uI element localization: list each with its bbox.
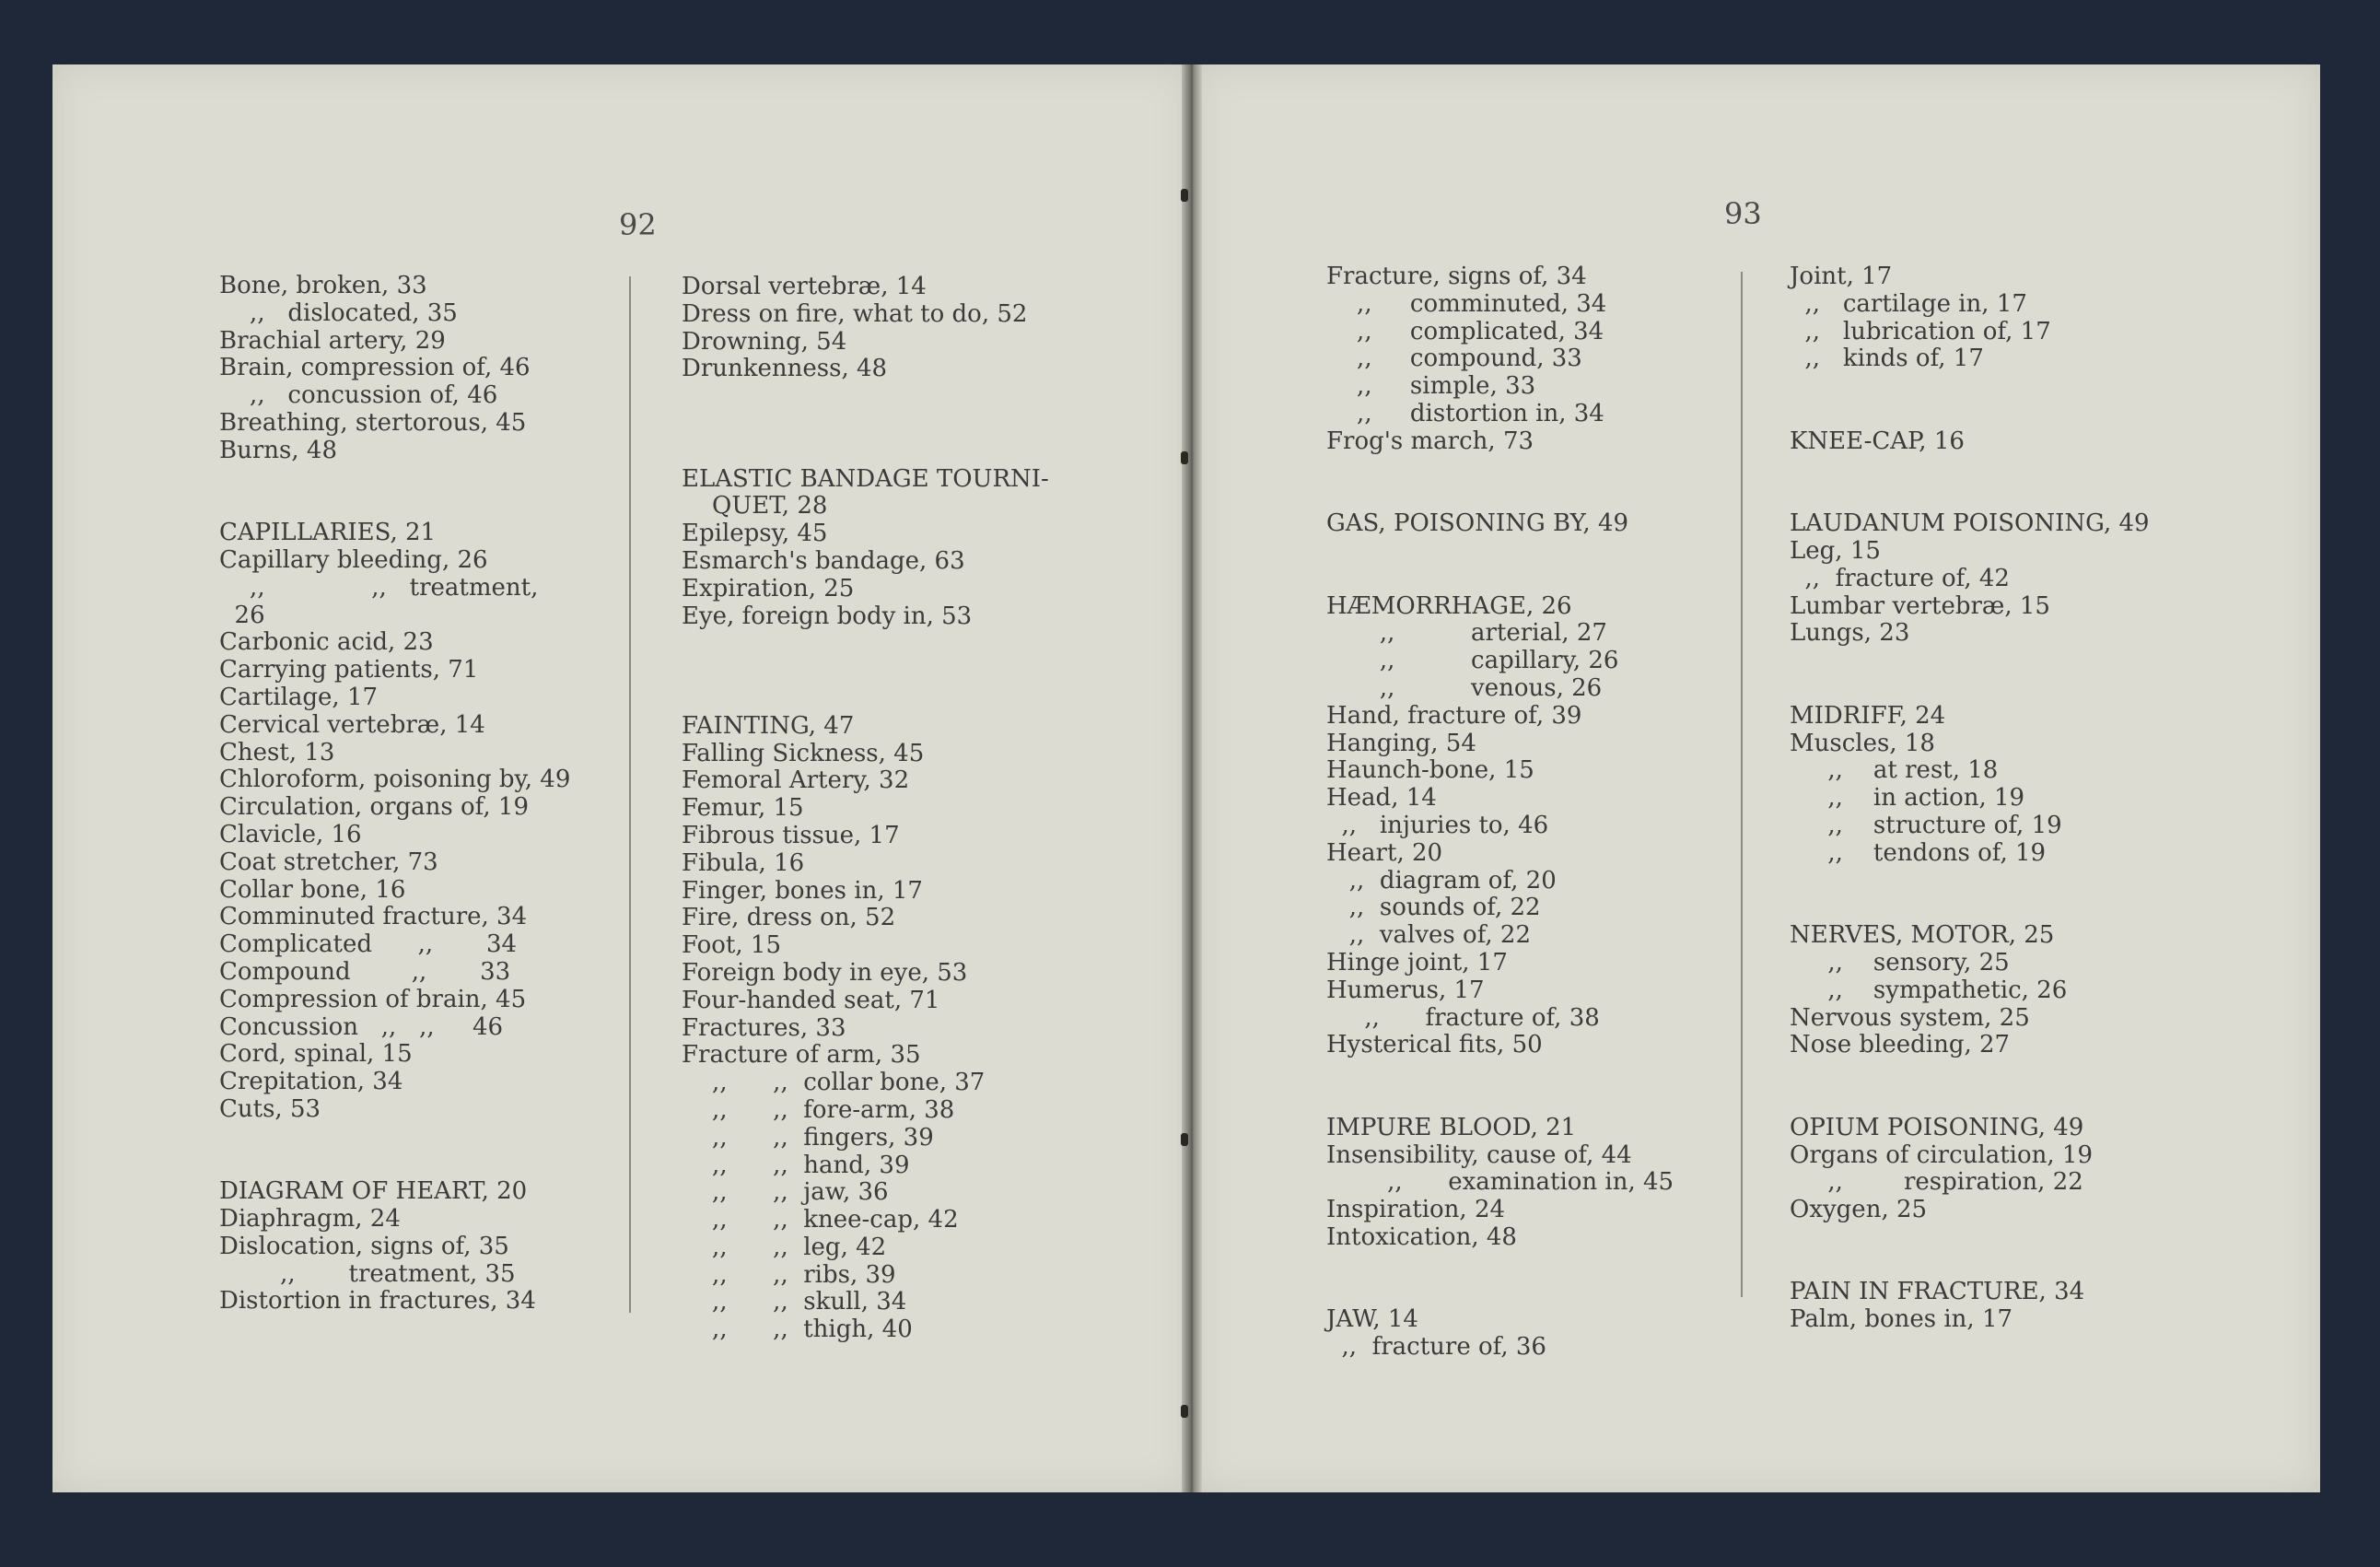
index-entry: QUET, 28 — [682, 492, 828, 520]
index-entry: ,, arterial, 27 — [1326, 619, 1607, 648]
index-entry: ,, ,, fore-arm, 38 — [682, 1095, 955, 1124]
index-entry: ,, capillary, 26 — [1326, 647, 1619, 675]
index-entry: Cuts, 53 — [219, 1094, 321, 1123]
index-entry: ,, injuries to, 46 — [1326, 811, 1549, 839]
index-entry: Brain, compression of, 46 — [219, 354, 531, 382]
index-entry: ELASTIC BANDAGE TOURNI- — [682, 464, 1049, 493]
index-entry: DIAGRAM OF HEART, 20 — [219, 1177, 528, 1206]
index-entry: ,, simple, 33 — [1326, 372, 1536, 401]
spacer — [1326, 483, 1674, 510]
index-entry: Cervical vertebræ, 14 — [219, 710, 485, 739]
spacer — [682, 658, 1049, 685]
index-entry: Hysterical fits, 50 — [1326, 1031, 1543, 1059]
index-entry: ,, sympathetic, 26 — [1790, 976, 2068, 1004]
column-divider-left — [629, 276, 631, 1313]
index-entry: Dislocation, signs of, 35 — [219, 1232, 509, 1260]
index-entry: Leg, 15 — [1790, 536, 1881, 565]
index-entry: CAPILLARIES, 21 — [219, 519, 437, 547]
spacer — [1790, 1059, 2150, 1087]
spacer — [1790, 1224, 2150, 1252]
index-entry: ,, tendons of, 19 — [1790, 838, 2047, 867]
index-entry: ,, distortion in, 34 — [1326, 399, 1604, 427]
index-entry: ,, cartilage in, 17 — [1790, 289, 2027, 318]
index-entry: Cord, spinal, 15 — [219, 1040, 413, 1069]
index-entry: Falling Sickness, 45 — [682, 739, 925, 767]
binding-stitch-mark — [1181, 189, 1188, 202]
index-entry: Carbonic acid, 23 — [219, 628, 434, 657]
index-column-right-2 — [1790, 263, 2150, 1334]
index-entry: ,, compound, 33 — [1326, 345, 1582, 373]
index-entry: ,, kinds of, 17 — [1790, 345, 1984, 373]
index-entry: Coat stretcher, 73 — [219, 848, 438, 876]
spacer — [1326, 1252, 1674, 1280]
index-entry: Fibrous tissue, 17 — [682, 821, 900, 849]
index-entry: ,, treatment, 35 — [219, 1259, 516, 1288]
index-entry: Fibula, 16 — [682, 848, 805, 877]
binding-stitch-mark — [1181, 1405, 1188, 1418]
index-entry: Hand, fracture of, 39 — [1326, 701, 1582, 730]
index-entry: ,, sounds of, 22 — [1326, 894, 1541, 922]
spacer — [682, 439, 1049, 466]
index-entry: OPIUM POISONING, 49 — [1790, 1113, 2084, 1141]
index-entry: Drowning, 54 — [682, 327, 847, 356]
index-entry: ,, fracture of, 42 — [1790, 564, 2010, 592]
index-entry: Chest, 13 — [219, 738, 335, 766]
index-entry: ,, venous, 26 — [1326, 673, 1603, 702]
index-entry: Frog's march, 73 — [1326, 427, 1534, 455]
index-entry: Nervous system, 25 — [1790, 1003, 2030, 1032]
index-entry: Palm, bones in, 17 — [1790, 1305, 2013, 1334]
index-entry: ,, fracture of, 36 — [1326, 1333, 1546, 1362]
book-gutter — [1182, 64, 1202, 1492]
index-entry: ,, dislocated, 35 — [219, 298, 458, 327]
spacer — [1326, 1087, 1674, 1115]
index-entry: Compression of brain, 45 — [219, 985, 527, 1013]
index-entry: Humerus, 17 — [1326, 976, 1485, 1004]
index-entry: Diaphragm, 24 — [219, 1205, 401, 1234]
index-entry: PAIN IN FRACTURE, 34 — [1790, 1278, 2085, 1306]
index-entry: Expiration, 25 — [682, 574, 855, 602]
binding-stitch-mark — [1181, 1133, 1188, 1146]
index-entry: Brachial artery, 29 — [219, 326, 446, 355]
index-entry: IMPURE BLOOD, 21 — [1326, 1113, 1577, 1141]
index-entry: Fracture of arm, 35 — [682, 1041, 921, 1070]
index-entry: Drunkenness, 48 — [682, 355, 888, 383]
index-entry: ,, ,, treatment, — [219, 573, 539, 602]
index-entry: Bone, broken, 33 — [219, 272, 427, 299]
index-entry: Insensibility, cause of, 44 — [1326, 1140, 1632, 1169]
index-entry: Burns, 48 — [219, 436, 337, 464]
index-entry: Complicated ,, 34 — [219, 930, 518, 959]
spacer — [1790, 456, 2150, 484]
index-entry: ,, examination in, 45 — [1326, 1168, 1674, 1197]
index-entry: ,, sensory, 25 — [1790, 948, 2010, 976]
index-entry: Dress on fire, what to do, 52 — [682, 299, 1028, 328]
column-divider-right — [1741, 272, 1743, 1297]
index-entry: Femoral Artery, 32 — [682, 766, 910, 795]
index-entry: ,, ,, hand, 39 — [682, 1151, 910, 1179]
index-entry: ,, ,, collar bone, 37 — [682, 1069, 986, 1097]
index-entry: FAINTING, 47 — [682, 711, 855, 740]
index-entry: Fractures, 33 — [682, 1013, 846, 1042]
index-entry: Foot, 15 — [682, 931, 781, 960]
index-entry: Breathing, stertorous, 45 — [219, 408, 527, 437]
index-entry: Organs of circulation, 19 — [1790, 1140, 2093, 1169]
index-entry: ,, ,, skull, 34 — [682, 1288, 907, 1316]
index-entry: Inspiration, 24 — [1326, 1196, 1506, 1224]
spacer — [1326, 566, 1674, 593]
spacer — [1326, 456, 1674, 484]
index-entry: Joint, 17 — [1790, 263, 1893, 290]
index-entry: Nose bleeding, 27 — [1790, 1031, 2011, 1059]
index-entry: 26 — [219, 601, 265, 629]
index-entry: Clavicle, 16 — [219, 820, 362, 848]
index-entry: Eye, foreign body in, 53 — [682, 602, 973, 630]
index-entry: Foreign body in eye, 53 — [682, 958, 968, 987]
index-entry: ,, at rest, 18 — [1790, 756, 1999, 785]
spacer — [1790, 648, 2150, 675]
index-entry: ,, concussion of, 46 — [219, 381, 498, 410]
index-entry: ,, structure of, 19 — [1790, 811, 2062, 839]
index-entry: GAS, POISONING BY, 49 — [1326, 509, 1629, 538]
index-entry: Collar bone, 16 — [219, 875, 406, 904]
index-entry: ,, respiration, 22 — [1790, 1168, 2083, 1197]
spacer — [1790, 1252, 2150, 1280]
spacer — [682, 685, 1049, 713]
index-entry: HÆMORRHAGE, 26 — [1326, 591, 1572, 620]
index-entry: Intoxication, 48 — [1326, 1222, 1517, 1251]
index-entry: ,, ,, ribs, 39 — [682, 1260, 896, 1289]
index-entry: LAUDANUM POISONING, 49 — [1790, 509, 2150, 538]
index-entry: Oxygen, 25 — [1790, 1196, 1928, 1224]
spacer — [1790, 675, 2150, 703]
binding-stitch-mark — [1181, 451, 1188, 464]
spacer — [1790, 895, 2150, 922]
index-entry: JAW, 14 — [1326, 1305, 1418, 1334]
index-column-left-1 — [219, 273, 570, 1316]
spacer — [1326, 1059, 1674, 1087]
index-entry: ,, fracture of, 38 — [1326, 1003, 1600, 1032]
spacer — [682, 383, 1049, 411]
spacer — [1790, 401, 2150, 428]
index-entry: Hanging, 54 — [1326, 729, 1476, 757]
index-entry: ,, ,, jaw, 36 — [682, 1178, 889, 1207]
index-entry: Chloroform, poisoning by, 49 — [219, 766, 571, 794]
spacer — [1326, 538, 1674, 566]
index-entry: ,, ,, knee-cap, 42 — [682, 1206, 959, 1234]
index-entry: ,, ,, leg, 42 — [682, 1233, 887, 1261]
index-entry: Compound ,, 33 — [219, 957, 511, 986]
index-entry: Heart, 20 — [1326, 838, 1443, 867]
index-entry: NERVES, MOTOR, 25 — [1790, 921, 2055, 950]
index-entry: Haunch-bone, 15 — [1326, 756, 1534, 785]
index-entry: Lungs, 23 — [1790, 619, 1910, 648]
index-entry: Lumbar vertebræ, 15 — [1790, 591, 2050, 620]
index-entry: ,, complicated, 34 — [1326, 317, 1604, 345]
index-entry: Finger, bones in, 17 — [682, 876, 923, 905]
index-entry: ,, valves of, 22 — [1326, 921, 1532, 950]
index-entry: Distortion in fractures, 34 — [219, 1287, 536, 1316]
spacer — [1790, 483, 2150, 510]
spacer — [219, 1124, 570, 1152]
index-entry: Muscles, 18 — [1790, 729, 1935, 757]
spacer — [219, 492, 570, 520]
index-entry: Capillary bleeding, 26 — [219, 545, 488, 574]
spacer — [219, 1152, 570, 1179]
index-entry: Dorsal vertebræ, 14 — [682, 273, 927, 300]
index-entry: Cartilage, 17 — [219, 683, 379, 711]
index-entry: Fire, dress on, 52 — [682, 904, 896, 932]
spacer — [219, 465, 570, 493]
index-entry: Crepitation, 34 — [219, 1068, 403, 1096]
index-entry: MIDRIFF, 24 — [1790, 701, 1946, 730]
spacer — [1790, 1087, 2150, 1115]
index-entry: ,, ,, fingers, 39 — [682, 1123, 934, 1152]
index-entry: Carrying patients, 71 — [219, 656, 479, 684]
page-number-left: 92 — [619, 207, 657, 242]
index-entry: Four-handed seat, 71 — [682, 986, 940, 1014]
index-entry: Comminuted fracture, 34 — [219, 903, 528, 931]
spacer — [1326, 1279, 1674, 1306]
index-entry: ,, ,, thigh, 40 — [682, 1316, 913, 1344]
index-entry: ,, in action, 19 — [1790, 784, 2025, 813]
index-entry: Head, 14 — [1326, 784, 1437, 813]
index-entry: Hinge joint, 17 — [1326, 948, 1508, 976]
index-column-right-1 — [1326, 263, 1674, 1362]
index-entry: KNEE-CAP, 16 — [1790, 427, 1965, 455]
index-entry: ,, comminuted, 34 — [1326, 289, 1607, 318]
page-number-right: 93 — [1724, 196, 1762, 231]
index-entry: Concussion ,, ,, 46 — [219, 1012, 504, 1041]
index-entry: Fracture, signs of, 34 — [1326, 263, 1587, 290]
spacer — [1790, 373, 2150, 401]
index-column-left-2 — [682, 274, 1049, 1344]
index-entry: Epilepsy, 45 — [682, 520, 828, 548]
index-entry: Femur, 15 — [682, 794, 804, 823]
index-entry: ,, lubrication of, 17 — [1790, 317, 2051, 345]
spacer — [1790, 868, 2150, 895]
spacer — [682, 630, 1049, 658]
index-entry: ,, diagram of, 20 — [1326, 866, 1557, 895]
index-entry: Esmarch's bandage, 63 — [682, 546, 965, 575]
index-entry: Circulation, organs of, 19 — [219, 793, 529, 822]
spacer — [682, 411, 1049, 439]
